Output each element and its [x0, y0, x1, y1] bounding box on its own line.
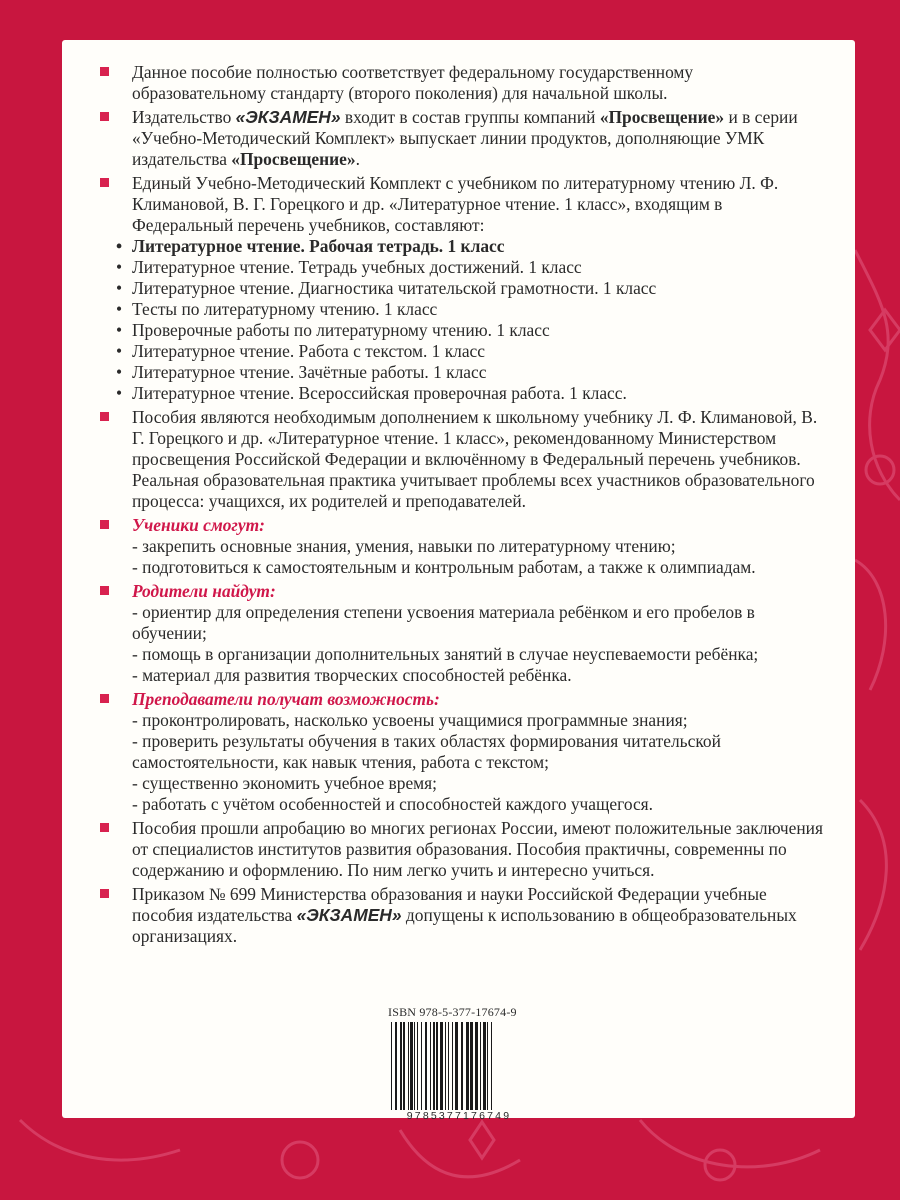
barcode-bar	[455, 1022, 458, 1110]
barcode-bar	[487, 1022, 488, 1110]
list-item: • Литературное чтение. Тетрадь учебных достижений. 1 класс	[116, 257, 827, 278]
barcode-bar	[425, 1022, 427, 1110]
barcode-bar	[448, 1022, 449, 1110]
barcode-bar	[440, 1022, 443, 1110]
square-bullet-icon	[100, 412, 109, 421]
paragraph-approbation: Пособия прошли апробацию во многих регионах России, имеют положительные заключения от специалистов институтов развития образования. Пособия практичны, современны по содержанию и оформлению. По ним легко учить и интересно учиться.	[92, 818, 827, 881]
isbn-block	[388, 1005, 530, 1122]
back-cover-text	[92, 62, 827, 950]
barcode-bar	[483, 1022, 486, 1110]
barcode-number: 9785377176749	[406, 1110, 512, 1122]
publisher-name: «ЭКЗАМЕН»	[296, 905, 402, 925]
list-item: • Литературное чтение. Работа с текстом. 1 класс	[116, 341, 827, 362]
barcode-bar	[491, 1022, 492, 1110]
section-heading: Ученики смогут:	[132, 515, 265, 535]
list-item: • Тесты по литературному чтению. 1 класс	[116, 299, 827, 320]
publisher-name: «ЭКЗАМЕН»	[235, 107, 341, 127]
square-bullet-icon	[100, 67, 109, 76]
square-bullet-icon	[100, 178, 109, 187]
list-item: - ориентир для определения степени усвоения материала ребёнком и его пробелов в обучении;	[132, 602, 755, 643]
list-item: • Литературное чтение. Всероссийская проверочная работа. 1 класс.	[116, 383, 827, 404]
square-bullet-icon	[100, 889, 109, 898]
barcode-bar	[475, 1022, 478, 1110]
barcode-image	[388, 1022, 530, 1110]
square-bullet-icon	[100, 694, 109, 703]
barcode-bar	[445, 1022, 446, 1110]
square-bullet-icon	[100, 823, 109, 832]
list-item: - закрепить основные знания, умения, навыки по литературному чтению;	[132, 536, 676, 556]
list-item: - проверить результаты обучения в таких областях формирования читательской самостоятельности, как навык чтения, работа с текстом;	[132, 731, 721, 772]
barcode-bar	[417, 1022, 418, 1110]
barcode-bar	[400, 1022, 402, 1110]
barcode-bar	[470, 1022, 473, 1110]
barcode-bar	[395, 1022, 397, 1110]
barcode-bar	[414, 1022, 415, 1110]
barcode-bar	[433, 1022, 435, 1110]
square-bullet-icon	[100, 112, 109, 121]
paragraph-order: Приказом № 699 Министерства образования и науки Российской Федерации учебные пособия издательства «ЭКЗАМЕН» допущены к использованию в общеобразовательных организациях.	[92, 884, 827, 947]
barcode-bar	[480, 1022, 481, 1110]
book-list	[132, 236, 827, 404]
section-parents	[92, 581, 827, 686]
barcode-bar	[436, 1022, 438, 1110]
list-item: • Литературное чтение. Зачётные работы. 1 класс	[116, 362, 827, 383]
list-item: • Литературное чтение. Диагностика читательской грамотности. 1 класс	[116, 278, 827, 299]
isbn-text: ISBN 978-5-377-17674-9	[388, 1005, 517, 1019]
barcode-bar	[408, 1022, 409, 1110]
list-item: • Литературное чтение. Рабочая тетрадь. 1 класс	[116, 236, 827, 257]
list-item: - помощь в организации дополнительных занятий в случае неуспеваемости ребёнка;	[132, 644, 759, 664]
list-item: - существенно экономить учебное время;	[132, 773, 438, 793]
barcode-bar	[403, 1022, 405, 1110]
barcode-bar	[466, 1022, 469, 1110]
paragraph-umk: Единый Учебно-Методический Комплект с учебником по литературному чтению Л. Ф. Климановой, В. Г. Горецкого и др. «Литературное чтение. 1 класс», входящим в Федеральный перечень учебников, составляют: • Литературное чтение. Рабочая тетрадь. 1 класс • Литературное чтение. Тетрадь учебных достижений. 1 класс • Литературное чтение. Диагностика читательской грамотности. 1 класс • Тесты по литературному чтению. 1 класс • Проверочные работы по литературному чтению. 1 класс • Литературное чтение. Работа с текстом. 1 класс • Литературное чтение. Зачётные работы. 1 класс • Литературное чтение. Всероссийская проверочная работа. 1 класс.	[92, 173, 827, 404]
barcode-bar	[391, 1022, 392, 1110]
section-students	[92, 515, 827, 578]
section-teachers	[92, 689, 827, 815]
list-item: - материал для развития творческих способностей ребёнка.	[132, 665, 572, 685]
barcode-bar	[410, 1022, 413, 1110]
paragraph-publisher: Издательство «ЭКЗАМЕН» входит в состав группы компаний «Просвещение» и в серии «Учебно-Методический Комплект» выпускает линии продуктов, дополняющие УМК издательства «Просвещение».	[92, 107, 827, 170]
barcode-bar	[430, 1022, 431, 1110]
list-item: • Проверочные работы по литературному чтению. 1 класс	[116, 320, 827, 341]
list-item: - подготовиться к самостоятельным и контрольным работам, а также к олимпиадам.	[132, 557, 756, 577]
barcode-bar	[452, 1022, 453, 1110]
paragraph-supplement: Пособия являются необходимым дополнением к школьному учебнику Л. Ф. Климановой, В. Г. Горецкого и др. «Литературное чтение. 1 класс», рекомендованному Министерством просвещения Российской Федерации и включённому в Федеральный перечень учебников. Реальная образовательная практика учитывает проблемы всех участников образовательного процесса: учащихся, их родителей и преподавателей.	[92, 407, 827, 512]
square-bullet-icon	[100, 586, 109, 595]
barcode-bar	[421, 1022, 422, 1110]
barcode-bar	[461, 1022, 463, 1110]
section-heading: Преподаватели получат возможность:	[132, 689, 440, 709]
paragraph-standard: Данное пособие полностью соответствует федеральному государственному образовательному стандарту (второго поколения) для начальной школы.	[92, 62, 827, 104]
list-item: - проконтролировать, насколько усвоены учащимися программные знания;	[132, 710, 688, 730]
list-item: - работать с учётом особенностей и способностей каждого учащегося.	[132, 794, 654, 814]
section-heading: Родители найдут:	[132, 581, 276, 601]
square-bullet-icon	[100, 520, 109, 529]
